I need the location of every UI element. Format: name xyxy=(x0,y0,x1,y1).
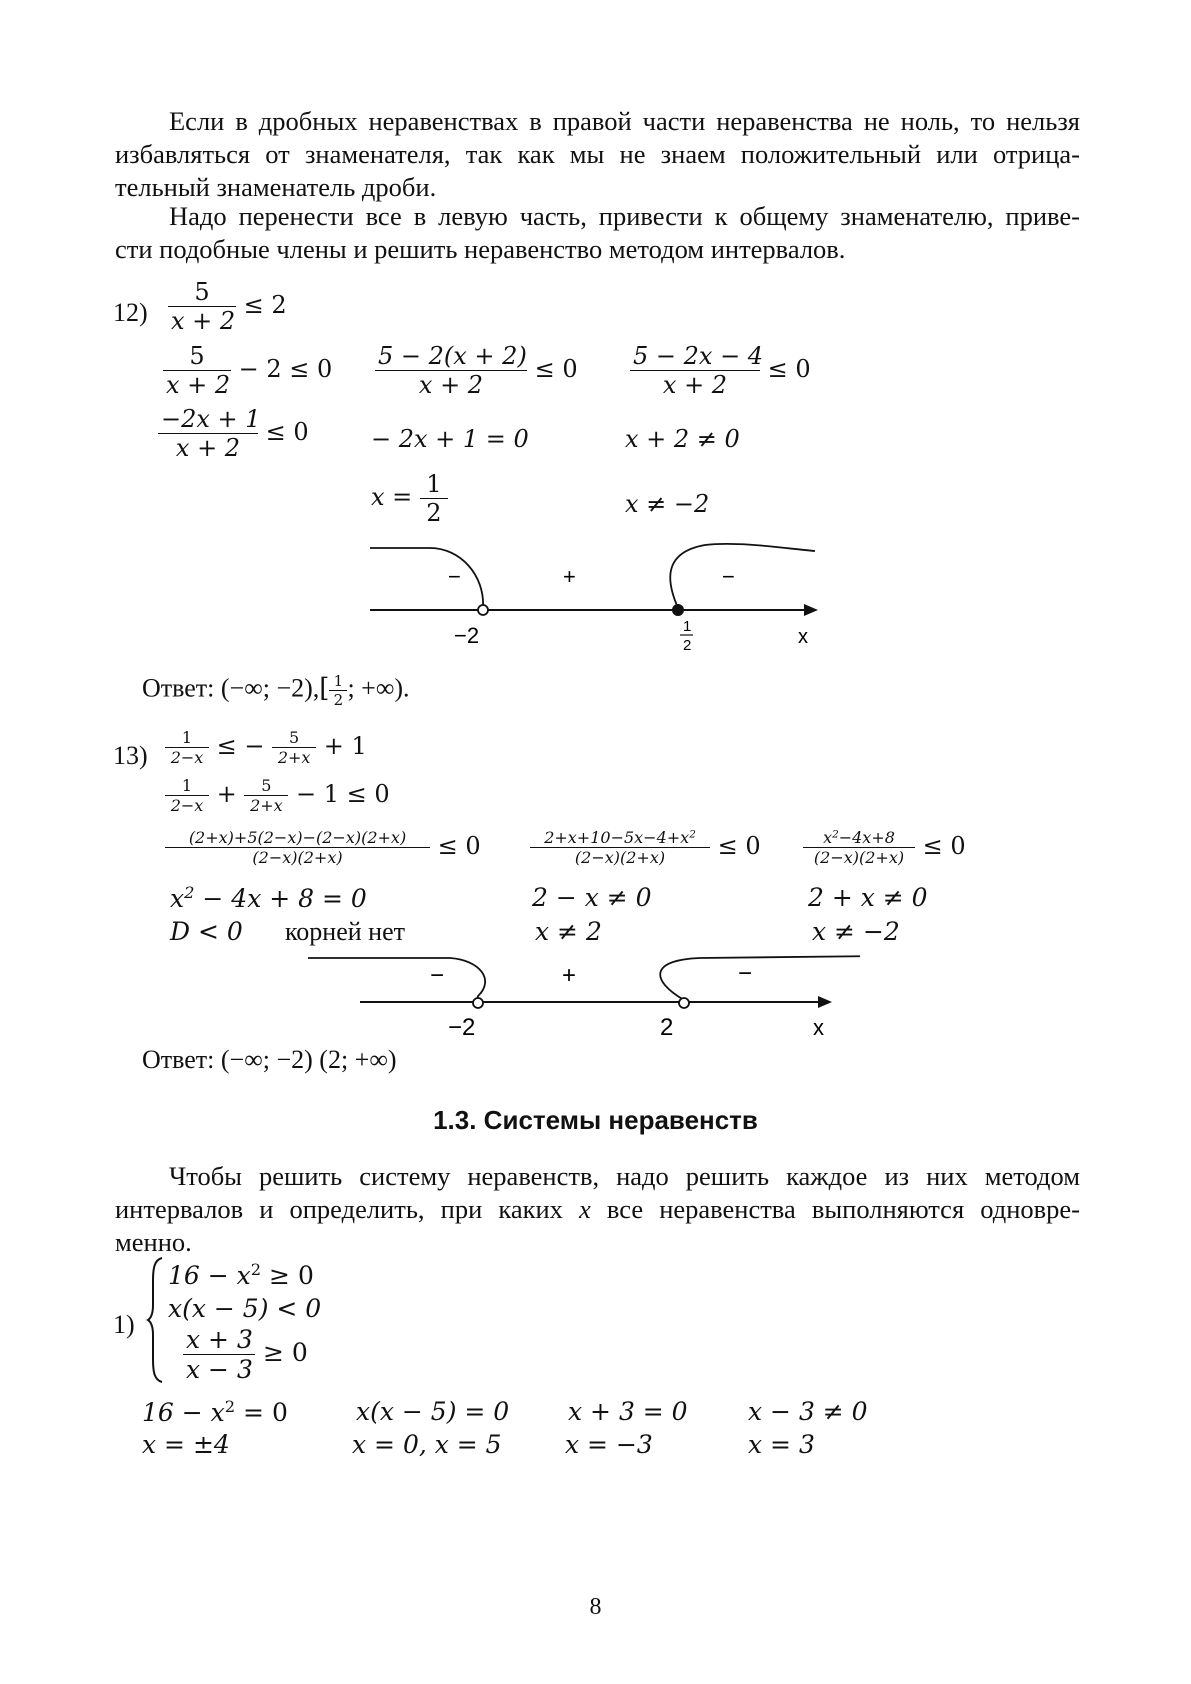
text-line: Чтобы решить систему неравенств, надо решить каждое из них методом xyxy=(169,1161,1080,1191)
fraction xyxy=(163,342,231,399)
sign-plus: + xyxy=(563,564,576,589)
example-label: 13) xyxy=(113,741,148,770)
step-3 xyxy=(530,828,761,867)
step-2 xyxy=(375,342,578,399)
open-point-icon xyxy=(473,998,483,1008)
intro-paragraph-2 xyxy=(115,200,1080,266)
root-value xyxy=(371,470,448,527)
root-value: x = ±4 xyxy=(142,1430,230,1459)
brace-icon xyxy=(146,1255,166,1385)
text-line: сти подобные члены и решить неравенство методом интервалов. xyxy=(115,234,846,264)
fraction xyxy=(165,776,209,815)
fraction xyxy=(375,342,527,399)
fraction xyxy=(420,470,448,527)
denominator-condition: x + 2 ≠ 0 xyxy=(625,425,740,453)
step-1 xyxy=(165,776,390,815)
root-value: x = 0, x = 5 xyxy=(352,1430,502,1459)
number-line-12 xyxy=(360,535,830,655)
open-point-icon xyxy=(679,998,689,1008)
arrow-icon xyxy=(804,604,818,616)
relation: ≥ 0 xyxy=(261,1260,314,1290)
sign-minus: − xyxy=(448,564,461,589)
arrow-icon xyxy=(818,996,832,1008)
text-line: Надо перенести все в левую часть, привести к общему знаменателю, приве- xyxy=(169,201,1080,231)
root-equation: x − 3 ≠ 0 xyxy=(748,1397,868,1426)
exponent: 2 xyxy=(184,883,195,902)
numerator: x + 3 xyxy=(186,1325,253,1354)
system-row-2: x(x − 5) < 0 xyxy=(168,1294,322,1323)
numerator: 1 xyxy=(181,728,193,747)
step-4 xyxy=(158,405,309,462)
numerator: 5 xyxy=(194,278,210,306)
axis-label: x xyxy=(813,1015,824,1040)
tick-label-denominator: 2 xyxy=(683,637,692,654)
numerator: 1 xyxy=(333,672,344,690)
step-4 xyxy=(803,828,966,867)
relation: − 1 ≤ 0 xyxy=(296,780,390,808)
answer-text: ; +∞). xyxy=(347,673,410,703)
text-line: тельный знаменатель дроби. xyxy=(115,172,437,202)
fraction xyxy=(158,405,261,462)
relation: ≤ 2 xyxy=(243,291,287,319)
answer-text: Ответ: (−∞; −2), xyxy=(142,673,320,703)
numerator: 5 xyxy=(289,728,300,747)
denominator: x + 2 xyxy=(163,370,231,399)
numerator: −2x + 1 xyxy=(161,405,261,433)
quadratic-equation xyxy=(170,883,367,913)
root-equation: − 2x + 1 = 0 xyxy=(371,425,529,453)
numerator-part: −4x+8 xyxy=(838,828,895,847)
sign-curve xyxy=(308,958,485,1000)
page-number: 8 xyxy=(589,1594,602,1620)
root-label: x = xyxy=(371,483,413,511)
relation: ≤ 0 xyxy=(437,832,481,860)
no-roots-text: корней нет xyxy=(285,917,405,946)
numerator: 5 − 2(x + 2) xyxy=(378,342,527,370)
denominator: x + 2 xyxy=(630,370,760,399)
text-part: все неравенства выполняются одновре- xyxy=(606,1194,1080,1224)
system-row-3 xyxy=(183,1325,308,1384)
fraction xyxy=(165,828,430,867)
text-line: избавляться от знаменателя, так как мы не знаем положительный или отрица- xyxy=(115,139,1080,169)
denominator: 2−x xyxy=(165,747,209,767)
root-value: x = 3 xyxy=(748,1430,815,1459)
root-equation: x + 3 = 0 xyxy=(568,1397,688,1426)
tick-label: −2 xyxy=(448,1014,476,1041)
denominator: x + 2 xyxy=(375,370,527,399)
closed-point-icon xyxy=(672,604,684,616)
step-2 xyxy=(165,828,481,867)
fraction xyxy=(165,728,209,767)
relation: − 2 ≤ 0 xyxy=(238,355,333,383)
numerator: 5 xyxy=(261,776,272,795)
inequality xyxy=(165,728,367,767)
numerator: 1 xyxy=(426,470,442,498)
relation: + xyxy=(216,780,237,808)
root-value: x = −3 xyxy=(565,1430,653,1459)
step-3 xyxy=(630,342,811,399)
discriminant: D < 0 xyxy=(170,917,243,946)
tick-label-numerator: 1 xyxy=(683,618,692,635)
open-point-icon xyxy=(478,605,488,615)
root-equation xyxy=(142,1397,288,1427)
example-label: 1) xyxy=(113,1310,135,1339)
step-1 xyxy=(163,342,332,399)
fraction xyxy=(244,776,288,815)
sign-minus: − xyxy=(430,962,445,989)
equation-part: x xyxy=(170,883,185,913)
number-line-13 xyxy=(300,950,860,1050)
text-line xyxy=(115,1193,1080,1226)
numerator-part: x xyxy=(823,828,833,847)
sign-curve xyxy=(660,956,860,1000)
fraction xyxy=(329,672,347,709)
denominator: 2+x xyxy=(244,795,288,815)
tick-label: −2 xyxy=(454,623,480,648)
denominator: (2−x)(2+x) xyxy=(165,847,430,867)
expression: 16 − x xyxy=(168,1260,251,1290)
tick-label: 2 xyxy=(660,1014,674,1041)
fraction xyxy=(272,728,316,767)
denominator: x + 2 xyxy=(168,306,236,335)
relation: ≤ 0 xyxy=(265,418,309,446)
exponent: 2 xyxy=(689,828,696,841)
denominator: (2−x)(2+x) xyxy=(530,847,710,867)
expression: 16 − x xyxy=(142,1397,225,1427)
fraction xyxy=(803,828,915,867)
text-line: Если в дробных неравенствах в правой части неравенства не ноль, то нельзя xyxy=(169,106,1080,136)
relation: ≤ − xyxy=(216,732,265,760)
sign-curve xyxy=(370,548,483,608)
inequality xyxy=(168,278,287,335)
numerator: (2+x)+5(2−x)−(2−x)(2+x) xyxy=(188,828,407,847)
denominator: (2−x)(2+x) xyxy=(803,847,915,867)
fraction xyxy=(183,1325,255,1384)
excluded-value: x ≠ 2 xyxy=(535,917,602,946)
system-row-1 xyxy=(168,1260,314,1290)
denominator: 2−x xyxy=(165,795,209,815)
denominator-condition: 2 + x ≠ 0 xyxy=(808,883,928,912)
denominator: x + 2 xyxy=(158,433,258,462)
systems-paragraph xyxy=(115,1160,1080,1259)
numerator: 5 xyxy=(189,342,205,370)
numerator: 2+x+10−5x−4+x xyxy=(544,828,690,847)
numerator: 1 xyxy=(181,776,193,795)
sign-minus: − xyxy=(738,960,753,987)
relation: ≤ 0 xyxy=(767,355,811,383)
denominator: x − 3 xyxy=(183,1354,255,1384)
denominator: 2 xyxy=(420,498,448,527)
numerator: 5 − 2x − 4 xyxy=(633,342,764,370)
variable: x xyxy=(579,1194,591,1224)
fraction xyxy=(630,342,764,399)
text-line: менно. xyxy=(115,1227,192,1257)
excluded-value: x ≠ −2 xyxy=(812,917,900,946)
answer-12: Ответ: (−∞; −2),[ $\frac{1}{2}$ ; +∞). xyxy=(142,672,410,709)
text-part: интервалов и определить, при каких xyxy=(115,1194,563,1224)
relation: = 0 xyxy=(235,1397,288,1427)
example-label: 12) xyxy=(113,298,148,327)
answer-13: Ответ: (−∞; −2) (2; +∞) xyxy=(142,1045,397,1074)
exponent: 2 xyxy=(250,1260,262,1279)
fraction xyxy=(530,828,710,867)
sign-plus: + xyxy=(562,962,577,989)
sign-minus: − xyxy=(722,564,735,589)
excluded-value: x ≠ −2 xyxy=(625,490,710,518)
relation: ≥ 0 xyxy=(262,1338,308,1367)
axis-label: x xyxy=(798,626,808,648)
relation: + 1 xyxy=(323,732,367,760)
relation: ≤ 0 xyxy=(534,355,578,383)
equation-part: − 4x + 8 = 0 xyxy=(194,883,367,913)
fraction xyxy=(168,278,236,335)
relation: ≤ 0 xyxy=(717,832,761,860)
denominator: 2 xyxy=(329,690,347,709)
relation: ≤ 0 xyxy=(922,832,966,860)
intro-paragraph-1 xyxy=(115,105,1080,204)
sign-curve xyxy=(670,544,815,608)
root-equation: x(x − 5) = 0 xyxy=(356,1397,510,1426)
exponent: 2 xyxy=(224,1397,236,1416)
exponent: 2 xyxy=(832,828,839,841)
denominator: 2+x xyxy=(272,747,316,767)
denominator-condition: 2 − x ≠ 0 xyxy=(532,883,652,912)
section-title: 1.3. Системы неравенств xyxy=(433,1105,758,1135)
